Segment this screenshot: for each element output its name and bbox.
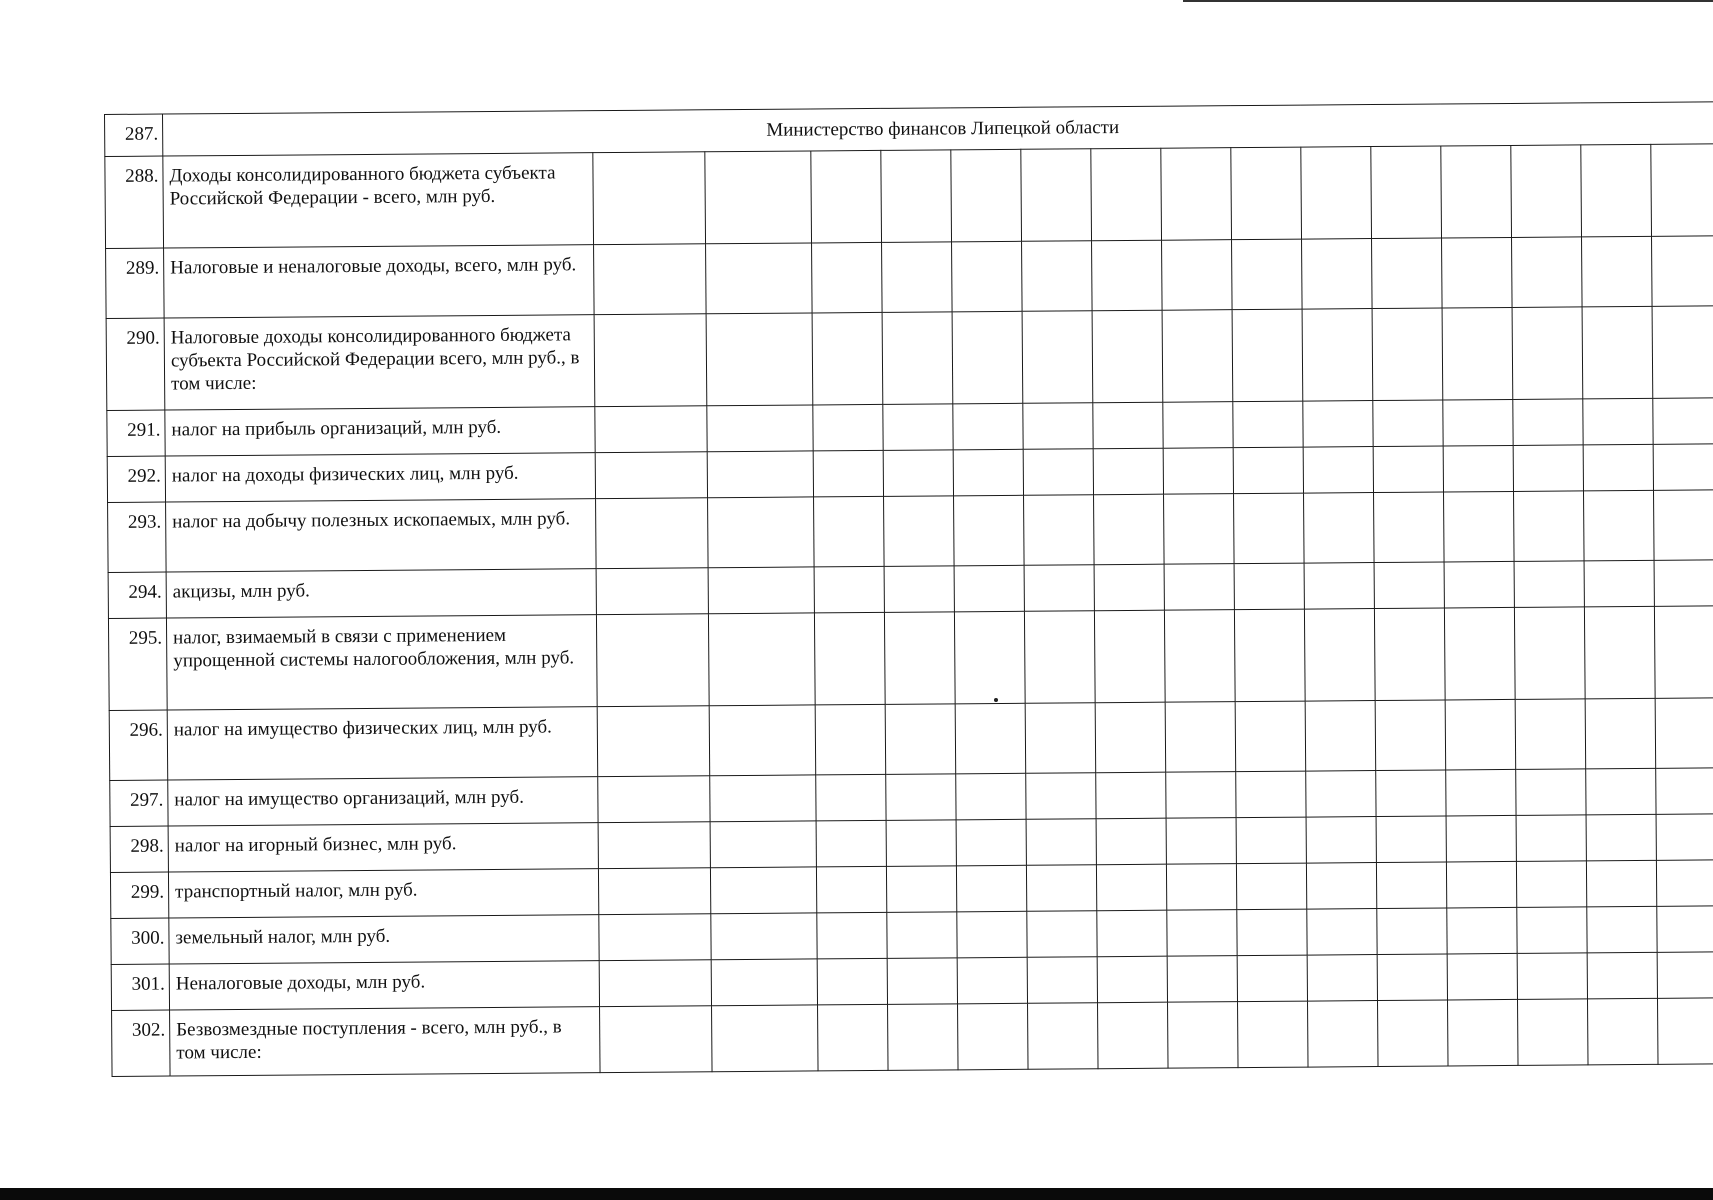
table-row <box>106 236 1713 319</box>
row-label: Налоговые доходы консолидированного бюджета субъекта Российской Федерации всего, млн руб., в том числе: <box>164 315 595 410</box>
value-cell <box>1586 768 1656 815</box>
value-cell <box>887 912 957 959</box>
value-cell <box>1583 444 1653 491</box>
value-cell <box>708 497 815 568</box>
table-row <box>108 606 1713 711</box>
table-row <box>112 998 1713 1077</box>
value-cell <box>1375 700 1446 771</box>
value-cell <box>1167 956 1237 1003</box>
value-cell <box>884 496 955 567</box>
value-cell <box>1516 815 1586 862</box>
value-cell <box>1372 238 1443 309</box>
row-label: налог на прибыль организаций, млн руб. <box>165 407 595 456</box>
value-cell <box>1586 814 1656 861</box>
value-cell <box>1584 606 1655 699</box>
value-cell <box>886 774 956 821</box>
value-cell <box>1657 998 1713 1065</box>
value-cell <box>1303 401 1373 448</box>
value-cell <box>1516 769 1586 816</box>
value-cell <box>598 822 710 869</box>
value-cell <box>1517 953 1587 1000</box>
value-cell <box>1304 493 1375 564</box>
row-number: 298. <box>110 826 168 872</box>
value-cell <box>1514 607 1585 700</box>
row-label: Налоговые и неналоговые доходы, всего, млн руб. <box>164 245 595 318</box>
value-cell <box>1234 493 1305 564</box>
scanned-table-sheet <box>104 101 1713 1077</box>
value-cell <box>1653 398 1713 445</box>
value-cell <box>1584 560 1654 607</box>
value-cell <box>1441 145 1512 238</box>
value-cell <box>1232 239 1303 310</box>
value-cell <box>1652 236 1713 307</box>
value-cell <box>1096 818 1166 865</box>
value-cell <box>1654 560 1713 607</box>
value-cell <box>1376 770 1446 817</box>
value-cell <box>1587 906 1657 953</box>
value-cell <box>952 311 1023 404</box>
value-cell <box>1651 144 1713 237</box>
value-cell <box>1442 237 1513 308</box>
value-cell <box>1444 607 1515 700</box>
value-cell <box>1446 815 1516 862</box>
value-cell <box>1374 608 1445 701</box>
value-cell <box>1654 490 1713 561</box>
value-cell <box>594 244 707 315</box>
value-cell <box>957 957 1027 1004</box>
value-cell <box>1517 907 1587 954</box>
row-label: Неналоговые доходы, млн руб. <box>169 961 599 1010</box>
row-number: 294. <box>108 572 166 618</box>
value-cell <box>1376 816 1446 863</box>
row-number: 297. <box>110 780 168 826</box>
row-number: 301. <box>111 964 169 1010</box>
value-cell <box>1025 703 1096 774</box>
value-cell <box>952 241 1023 312</box>
value-cell <box>1373 446 1443 493</box>
value-cell <box>1022 241 1093 312</box>
value-cell <box>956 865 1026 912</box>
value-cell <box>600 1006 713 1073</box>
value-cell <box>596 614 709 707</box>
value-cell <box>1237 909 1307 956</box>
value-cell <box>1654 606 1713 699</box>
row-label: налог на имущество физических лиц, млн руб. <box>167 707 598 780</box>
value-cell <box>1583 398 1653 445</box>
value-cell <box>1444 561 1514 608</box>
value-cell <box>954 495 1025 566</box>
value-cell <box>711 959 817 1006</box>
value-cell <box>1656 814 1713 861</box>
value-cell <box>887 958 957 1005</box>
value-cell <box>1513 399 1583 446</box>
value-cell <box>710 821 816 868</box>
value-cell <box>707 405 813 452</box>
scan-speck <box>994 698 998 702</box>
value-cell <box>1167 910 1237 957</box>
value-cell <box>1094 564 1164 611</box>
value-cell <box>881 150 952 243</box>
value-cell <box>953 449 1023 496</box>
value-cell <box>883 450 953 497</box>
value-cell <box>710 867 816 914</box>
value-cell <box>1233 401 1303 448</box>
value-cell <box>1447 907 1517 954</box>
value-cell <box>1238 1001 1309 1068</box>
value-cell <box>1092 240 1163 311</box>
row-label: Доходы консолидированного бюджета субъекта Российской Федерации - всего, млн руб. <box>163 153 594 248</box>
row-number: 291. <box>107 410 165 456</box>
value-cell <box>1655 698 1713 769</box>
value-cell <box>1656 768 1713 815</box>
value-cell <box>1584 490 1655 561</box>
value-cell <box>1096 864 1166 911</box>
value-cell <box>1161 148 1232 241</box>
value-cell <box>706 243 813 314</box>
row-number: 292. <box>107 456 165 502</box>
value-cell <box>1093 402 1163 449</box>
value-cell <box>1026 819 1096 866</box>
value-cell <box>1022 311 1093 404</box>
value-cell <box>1021 149 1092 242</box>
value-cell <box>1373 400 1443 447</box>
value-cell <box>1094 494 1165 565</box>
value-cell <box>1162 240 1233 311</box>
value-cell <box>816 866 886 913</box>
value-cell <box>1302 239 1373 310</box>
value-cell <box>1377 908 1447 955</box>
value-cell <box>1302 309 1373 402</box>
value-cell <box>707 451 813 498</box>
value-cell <box>1235 701 1306 772</box>
value-cell <box>1445 699 1516 770</box>
value-cell <box>1447 953 1517 1000</box>
value-cell <box>1372 308 1443 401</box>
value-cell <box>954 611 1025 704</box>
value-cell <box>1024 611 1095 704</box>
value-cell <box>706 313 813 406</box>
value-cell <box>1303 447 1373 494</box>
value-cell <box>594 314 707 407</box>
value-cell <box>1374 562 1444 609</box>
value-cell <box>1162 310 1233 403</box>
value-cell <box>1446 861 1516 908</box>
value-cell <box>1097 956 1167 1003</box>
row-label: налог, взимаемый в связи с применением упрощенной системы налогообложения, млн руб. <box>166 615 597 710</box>
value-cell <box>1582 306 1653 399</box>
value-cell <box>712 1005 819 1072</box>
value-cell <box>1582 236 1653 307</box>
value-cell <box>1166 864 1236 911</box>
table-row <box>108 490 1713 573</box>
value-cell <box>955 703 1026 774</box>
value-cell <box>595 452 707 499</box>
value-cell <box>1307 955 1377 1002</box>
value-cell <box>882 242 953 313</box>
row-number: 300. <box>111 918 169 964</box>
value-cell <box>1657 906 1713 953</box>
value-cell <box>1446 769 1516 816</box>
value-cell <box>957 911 1027 958</box>
value-cell <box>1165 702 1236 773</box>
value-cell <box>1443 399 1513 446</box>
value-cell <box>1306 817 1376 864</box>
value-cell <box>1091 148 1162 241</box>
value-cell <box>593 152 706 245</box>
value-cell <box>817 958 887 1005</box>
row-number: 296. <box>109 710 168 780</box>
row-label: Безвозмездные поступления - всего, млн руб., в том числе: <box>170 1007 601 1076</box>
value-cell <box>1307 909 1377 956</box>
value-cell <box>1512 307 1583 400</box>
value-cell <box>1515 699 1586 770</box>
value-cell <box>708 567 814 614</box>
value-cell <box>817 912 887 959</box>
value-cell <box>1027 957 1097 1004</box>
row-number: 293. <box>108 502 167 572</box>
row-number: 287. <box>105 114 163 156</box>
value-cell <box>1656 860 1713 907</box>
value-cell <box>1514 561 1584 608</box>
value-cell <box>1581 144 1652 237</box>
value-cell <box>1308 1001 1379 1068</box>
row-label: налог на имущество организаций, млн руб. <box>168 777 598 826</box>
value-cell <box>1024 565 1094 612</box>
value-cell <box>598 868 710 915</box>
row-label: налог на добычу полезных ископаемых, млн руб. <box>166 499 597 572</box>
table-row <box>105 144 1713 249</box>
value-cell <box>595 406 707 453</box>
value-cell <box>813 404 883 451</box>
row-number: 302. <box>112 1010 171 1076</box>
value-cell <box>888 1004 959 1071</box>
value-cell <box>1166 772 1236 819</box>
value-cell <box>1233 447 1303 494</box>
value-cell <box>1232 309 1303 402</box>
value-cell <box>818 1004 889 1071</box>
row-label: земельный налог, млн руб. <box>169 915 599 964</box>
table-row <box>106 306 1713 411</box>
value-cell <box>1168 1002 1239 1069</box>
value-cell <box>709 705 816 776</box>
value-cell <box>1023 403 1093 450</box>
value-cell <box>814 566 884 613</box>
value-cell <box>811 150 882 243</box>
value-cell <box>954 565 1024 612</box>
value-cell <box>885 704 956 775</box>
value-cell <box>956 773 1026 820</box>
value-cell <box>1093 448 1163 495</box>
value-cell <box>596 498 709 569</box>
value-cell <box>1164 494 1235 565</box>
table-row <box>109 698 1713 781</box>
value-cell <box>813 450 883 497</box>
value-cell <box>884 566 954 613</box>
value-cell <box>1304 609 1375 702</box>
value-cell <box>1096 772 1166 819</box>
bottom-scan-edge <box>0 1188 1713 1200</box>
value-cell <box>1657 952 1713 999</box>
value-cell <box>596 568 708 615</box>
value-cell <box>1376 862 1446 909</box>
value-cell <box>1587 952 1657 999</box>
value-cell <box>883 404 953 451</box>
value-cell <box>1444 491 1515 562</box>
value-cell <box>1026 865 1096 912</box>
value-cell <box>1236 771 1306 818</box>
value-cell <box>1236 863 1306 910</box>
value-cell <box>1024 495 1095 566</box>
value-cell <box>1234 609 1305 702</box>
value-cell <box>1514 491 1585 562</box>
value-cell <box>1513 445 1583 492</box>
value-cell <box>1304 563 1374 610</box>
value-cell <box>1374 492 1445 563</box>
value-cell <box>1164 564 1234 611</box>
value-cell <box>1517 999 1588 1066</box>
value-cell <box>882 312 953 405</box>
value-cell <box>1163 402 1233 449</box>
value-cell <box>1023 449 1093 496</box>
value-cell <box>1234 563 1304 610</box>
value-cell <box>1512 237 1583 308</box>
value-cell <box>816 820 886 867</box>
row-number: 289. <box>106 248 165 318</box>
value-cell <box>886 820 956 867</box>
value-cell <box>1166 818 1236 865</box>
value-cell <box>956 819 1026 866</box>
value-cell <box>816 774 886 821</box>
ministry-title: Министерство финансов Липецкой области <box>163 102 1713 156</box>
value-cell <box>1163 448 1233 495</box>
value-cell <box>1516 861 1586 908</box>
value-cell <box>1306 771 1376 818</box>
value-cell <box>1095 702 1166 773</box>
value-cell <box>599 960 711 1007</box>
budget-revenue-table <box>104 101 1713 1077</box>
value-cell <box>1511 145 1582 238</box>
value-cell <box>884 612 955 705</box>
value-cell <box>1098 1002 1169 1069</box>
row-number: 299. <box>110 872 168 918</box>
value-cell <box>598 776 710 823</box>
row-label: налог на игорный бизнес, млн руб. <box>168 823 598 872</box>
value-cell <box>1026 773 1096 820</box>
value-cell <box>1378 1000 1449 1067</box>
value-cell <box>1371 146 1442 239</box>
value-cell <box>1236 817 1306 864</box>
value-cell <box>708 613 815 706</box>
row-label: налог на доходы физических лиц, млн руб. <box>165 453 595 502</box>
value-cell <box>1306 863 1376 910</box>
value-cell <box>705 151 812 244</box>
value-cell <box>1305 701 1376 772</box>
row-number: 288. <box>105 156 164 248</box>
value-cell <box>1097 910 1167 957</box>
value-cell <box>710 775 816 822</box>
value-cell <box>597 706 710 777</box>
value-cell <box>1442 307 1513 400</box>
row-number: 295. <box>108 618 167 710</box>
value-cell <box>1377 954 1447 1001</box>
value-cell <box>814 496 885 567</box>
value-cell <box>1587 998 1658 1065</box>
value-cell <box>1585 698 1656 769</box>
value-cell <box>1301 147 1372 240</box>
top-edge-rule <box>1183 0 1713 2</box>
value-cell <box>958 1003 1029 1070</box>
value-cell <box>1653 444 1713 491</box>
value-cell <box>1094 610 1165 703</box>
value-cell <box>1027 911 1097 958</box>
value-cell <box>1237 955 1307 1002</box>
value-cell <box>711 913 817 960</box>
value-cell <box>951 149 1022 242</box>
value-cell <box>815 704 886 775</box>
value-cell <box>814 612 885 705</box>
value-cell <box>1447 999 1518 1066</box>
value-cell <box>953 403 1023 450</box>
value-cell <box>812 312 883 405</box>
value-cell <box>812 242 883 313</box>
value-cell <box>1164 610 1235 703</box>
value-cell <box>599 914 711 961</box>
value-cell <box>1231 147 1302 240</box>
value-cell <box>1092 310 1163 403</box>
value-cell <box>1028 1003 1099 1070</box>
row-number: 290. <box>106 318 165 410</box>
value-cell <box>1586 860 1656 907</box>
row-label: транспортный налог, млн руб. <box>168 869 598 918</box>
value-cell <box>1443 445 1513 492</box>
value-cell <box>886 866 956 913</box>
row-label: акцизы, млн руб. <box>166 569 596 618</box>
value-cell <box>1652 306 1713 399</box>
